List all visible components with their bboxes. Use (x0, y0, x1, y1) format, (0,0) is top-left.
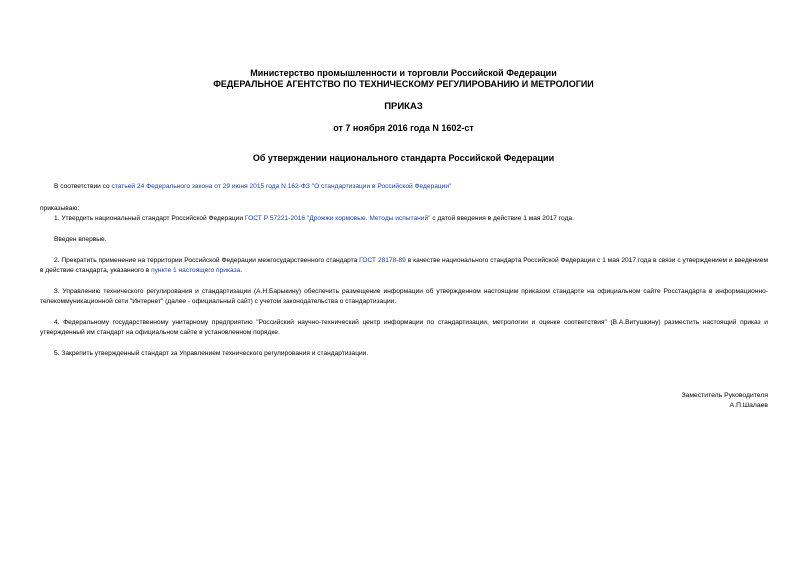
item-1-paragraph (40, 214, 768, 224)
item-5-paragraph: 5. Закрепить утвержденный стандарт за Управлением технического регулирования и стандартизации. (54, 350, 369, 357)
item-1-text: 1. Утвердить национальный стандарт Российской Федерации (54, 215, 245, 222)
law-link[interactable]: статьей 24 Федерального закона от 29 июня 2015 года N 162-ФЗ "О стандартизации в Российской Федерации" (111, 183, 452, 190)
gost-r-57221-link[interactable]: ГОСТ Р 57221-2016 "Дрожжи кормовые. Методы испытаний" (244, 215, 431, 222)
item-2-paragraph (40, 256, 768, 276)
gost-28178-link[interactable]: ГОСТ 28178-89 (359, 257, 406, 264)
order-word: приказываю: (40, 205, 80, 212)
item-3-paragraph: 3. Управлению технического регулирования и стандартизации (А.Н.Барыкину) обеспечить размещение информации об утвержденном настоящим приказом стандарте на официальном сайте Росстандарта в информационно-телекоммуникационной сети "Интернет" (далее - официальный сайт) с учетом законодательства о стандартизации. (40, 288, 768, 305)
document-date-number: от 7 ноября 2016 года N 1602-ст (333, 123, 474, 133)
intro-paragraph (40, 182, 768, 192)
ministry-name: Министерство промышленности и торговли Российской Федерации (250, 68, 557, 78)
order-point-1-link[interactable]: пункте 1 настоящего приказа (151, 267, 241, 274)
signature-position: Заместитель Руководителя (681, 392, 768, 399)
agency-name: ФЕДЕРАЛЬНОЕ АГЕНТСТВО ПО ТЕХНИЧЕСКОМУ РЕГУЛИРОВАНИЮ И МЕТРОЛОГИИ (213, 79, 594, 89)
item-1-text-after: с датой введения в действие 1 мая 2017 года. (430, 215, 574, 222)
first-intro-note: Введен впервые. (54, 236, 107, 243)
item-2-text-after: . (240, 267, 243, 274)
document-subject: Об утверждении национального стандарта Российской Федерации (252, 153, 555, 163)
item-2-text: 2. Прекратить применение на территории Российской Федерации межгосударственного стандарта (54, 257, 360, 264)
intro-text: В соответствии со (54, 183, 112, 190)
item-4-paragraph: 4. Федеральному государственному унитарному предприятию "Российский научно-технический центр информации по стандартизации, метрологии и оценке соответствия" (В.А.Витушкину) разместить настоящий приказ и утвержденный им стандарт на официальном сайте в установленном порядке. (40, 319, 768, 336)
signature-name: А.П.Шалаев (729, 402, 768, 409)
item-2-text-middle: в качестве национального стандарта Российской Федерации с 1 мая 2017 года в связи с утверждением и введением в действие стандарта, указанного в (40, 257, 768, 274)
document-type: ПРИКАЗ (384, 101, 423, 112)
